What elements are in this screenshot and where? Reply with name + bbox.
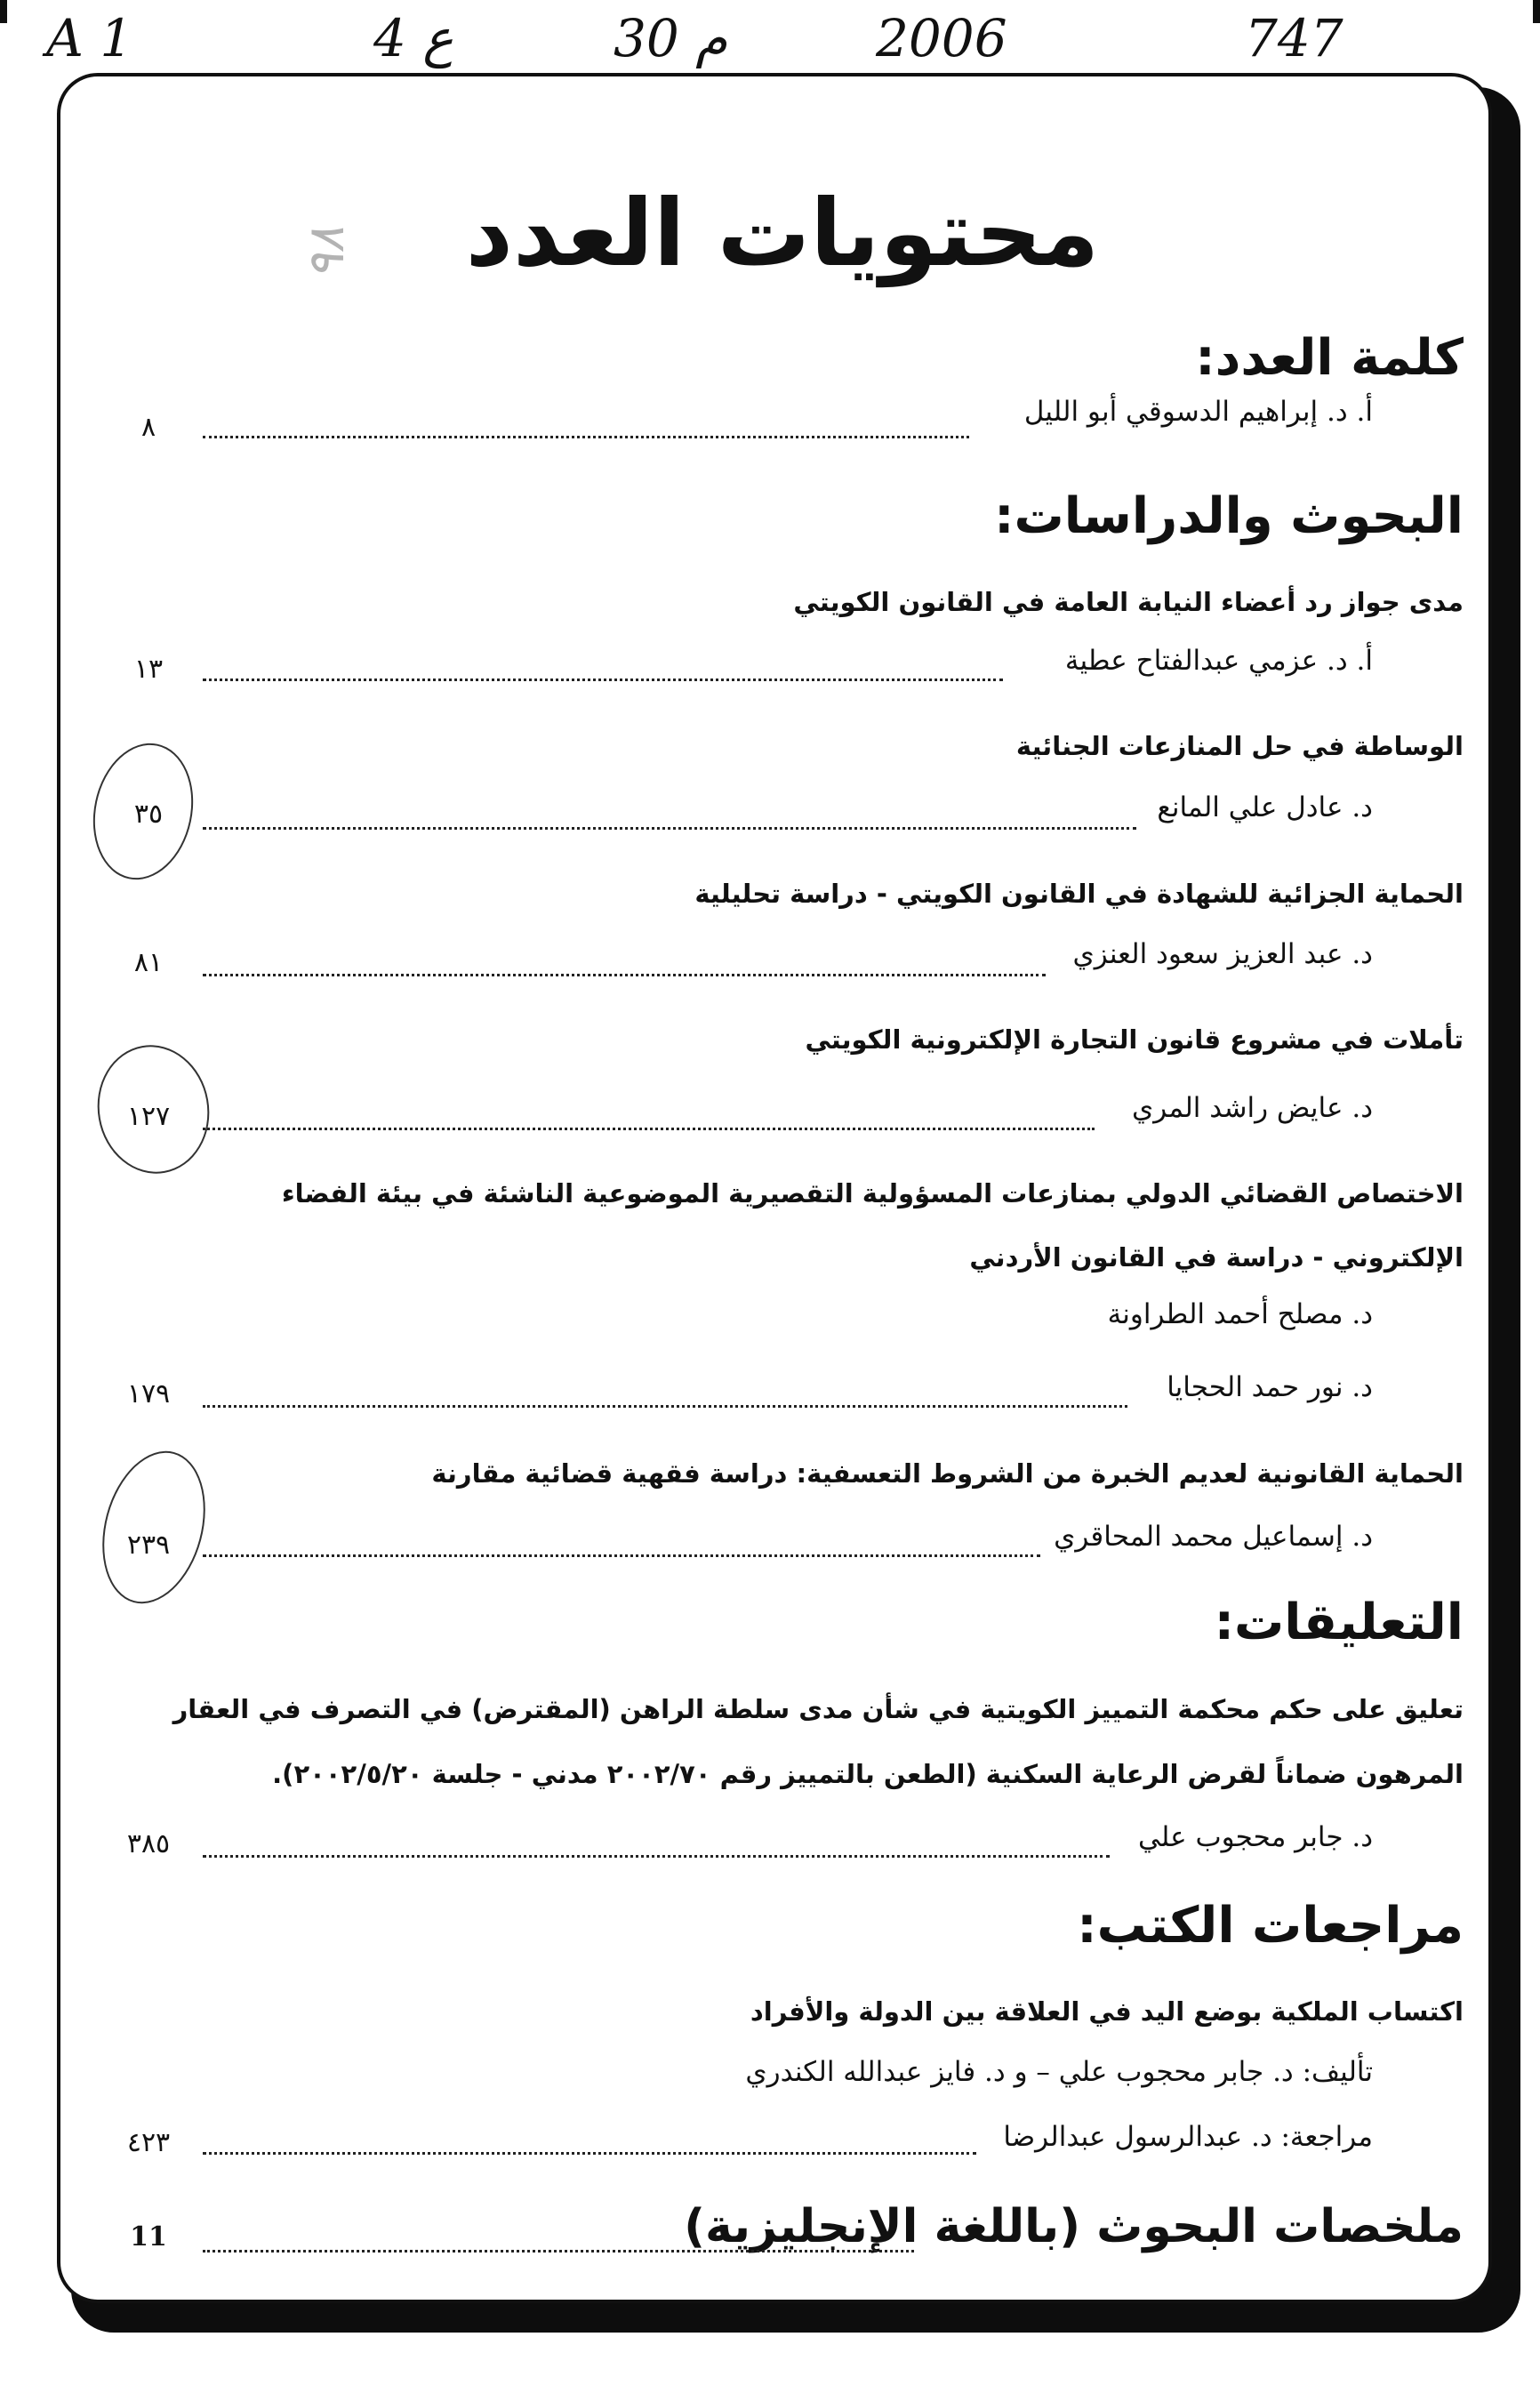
page-edge-mark bbox=[1533, 0, 1540, 23]
entry-author: د. جابر محجوب علي bbox=[1138, 1821, 1373, 1853]
entry-page-number: ١٢٧ bbox=[126, 1101, 171, 1132]
entry-author: د. إسماعيل محمد المحاقري bbox=[1054, 1521, 1373, 1553]
entry-author: د. عادل علي المانع bbox=[1157, 791, 1373, 823]
entry-author: أ. د. عزمي عبدالفتاح عطية bbox=[1064, 645, 1373, 677]
entry-author: د. مصلح أحمد الطراونة bbox=[1107, 1298, 1373, 1330]
dot-leader bbox=[203, 2152, 976, 2155]
handwritten-code-a1: A 1 bbox=[46, 8, 133, 68]
article-title: الإلكتروني - دراسة في القانون الأردني bbox=[969, 1242, 1464, 1273]
entry-page-number: ١٧٩ bbox=[126, 1378, 171, 1409]
entry-page-number: ٨ bbox=[140, 412, 156, 443]
article-title: تأملات في مشروع قانون التجارة الإلكترونية الكويتي bbox=[805, 1024, 1464, 1055]
article-title: الحماية القانونية لعديم الخبرة من الشروط التعسفية: دراسة فقهية قضائية مقارنة bbox=[431, 1458, 1464, 1489]
entry-page-number: ٣٥ bbox=[133, 799, 164, 830]
dot-leader bbox=[203, 974, 1046, 976]
entry-page-number: ٣٨٥ bbox=[126, 1828, 171, 1859]
section-heading-editorial: كلمة العدد: bbox=[1195, 329, 1464, 387]
handwritten-year: 2006 bbox=[876, 8, 1007, 68]
entry-author: أ. د. إبراهيم الدسوقي أبو الليل bbox=[1023, 396, 1373, 428]
summaries-heading: ملخصات البحوث (باللغة الإنجليزية) bbox=[684, 2200, 1464, 2253]
dot-leader bbox=[203, 2250, 914, 2252]
handwritten-number: 747 bbox=[1245, 8, 1343, 68]
handwritten-issue: 4 ع bbox=[373, 8, 453, 68]
page-edge-mark bbox=[0, 0, 7, 23]
dot-leader bbox=[203, 1855, 1110, 1858]
entry-author: د. عبد العزيز سعود العنزي bbox=[1072, 938, 1373, 970]
article-title: مدى جواز رد أعضاء النيابة العامة في القانون الكويتي bbox=[793, 587, 1464, 617]
entry-page-number: ٢٣٩ bbox=[126, 1530, 171, 1561]
entry-author: مراجعة: د. عبدالرسول عبدالرضا bbox=[1003, 2121, 1373, 2153]
dot-leader bbox=[203, 436, 969, 438]
entry-author: د. عايض راشد المري bbox=[1132, 1092, 1373, 1124]
dot-leader bbox=[203, 827, 1136, 830]
section-heading-comments: التعليقات: bbox=[1214, 1594, 1464, 1651]
entry-author: د. نور حمد الحجايا bbox=[1167, 1371, 1373, 1403]
article-title: المرهون ضماناً لقرض الرعاية السكنية (الطعن بالتمييز رقم ٢٠٠٢/٧٠ مدني - جلسة ٢٠٠٢/٥/٢٠). bbox=[272, 1759, 1464, 1789]
article-title: الاختصاص القضائي الدولي بمنازعات المسؤولية التقصيرية الموضوعية الناشئة في بيئة الفضاء bbox=[281, 1178, 1464, 1209]
section-heading-reviews: مراجعات الكتب: bbox=[1077, 1897, 1464, 1955]
article-title: اكتساب الملكية بوضع اليد في العلاقة بين الدولة والأفراد bbox=[750, 1996, 1464, 2027]
article-title: الوساطة في حل المنازعات الجنائية bbox=[1015, 731, 1464, 761]
article-title: الحماية الجزائية للشهادة في القانون الكويتي - دراسة تحليلية bbox=[694, 879, 1464, 909]
entry-author: تأليف: د. جابر محجوب علي – و د. فايز عبدالله الكندري bbox=[745, 2056, 1373, 2088]
summaries-page-number: 11 bbox=[130, 2221, 167, 2252]
dot-leader bbox=[203, 1128, 1095, 1130]
entry-page-number: ١٣ bbox=[133, 654, 164, 685]
dot-leader bbox=[203, 1405, 1127, 1408]
section-heading-research: البحوث والدراسات: bbox=[994, 487, 1464, 545]
entry-page-number: ٤٢٣ bbox=[126, 2127, 171, 2158]
handwritten-volume: 30 م bbox=[614, 8, 728, 68]
dot-leader bbox=[203, 679, 1003, 681]
page-title: محتويات العدد bbox=[465, 179, 1100, 287]
article-title: تعليق على حكم محكمة التمييز الكويتية في شأن مدى سلطة الراهن (المقترض) في التصرف في العقار bbox=[172, 1694, 1464, 1724]
entry-page-number: ٨١ bbox=[133, 947, 164, 978]
dot-leader bbox=[203, 1554, 1040, 1557]
faded-stamp: ٩٨ bbox=[298, 226, 356, 281]
